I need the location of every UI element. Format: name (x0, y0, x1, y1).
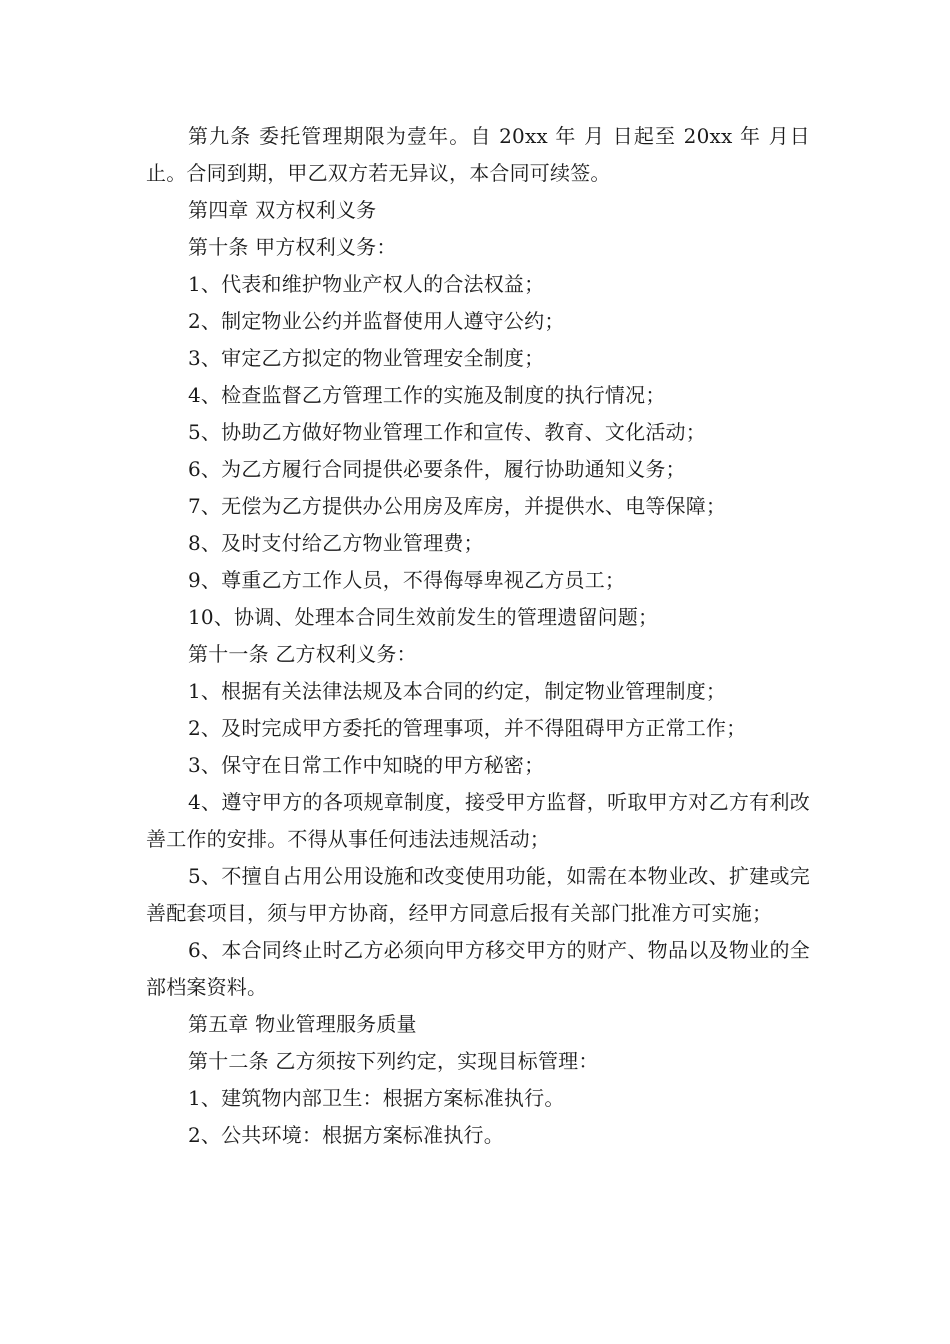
article-12-heading: 第十二条 乙方须按下列约定，实现目标管理： (188, 1049, 599, 1073)
list-item: 2、制定物业公约并监督使用人遵守公约； (188, 309, 565, 333)
chapter-5-heading: 第五章 物业管理服务质量 (188, 1012, 417, 1036)
list-item: 1、建筑物内部卫生：根据方案标准执行。 (188, 1086, 565, 1110)
document-body (146, 118, 810, 1154)
list-item: 2、公共环境：根据方案标准执行。 (188, 1123, 504, 1147)
paragraph-article-9: 第九条 委托管理期限为壹年。自 20xx 年 月 日起至 20xx 年 月日止。合同到期，甲乙双方若无异议，本合同可续签。 (146, 124, 810, 185)
list-item: 7、无偿为乙方提供办公用房及库房，并提供水、电等保障； (188, 494, 727, 518)
list-item: 9、尊重乙方工作人员，不得侮辱卑视乙方员工； (188, 568, 626, 592)
list-item: 6、本合同终止时乙方必须向甲方移交甲方的财产、物品以及物业的全部档案资料。 (146, 938, 810, 999)
article-11-heading: 第十一条 乙方权利义务： (188, 642, 417, 666)
chapter-4-heading: 第四章 双方权利义务 (188, 198, 377, 222)
list-item: 8、及时支付给乙方物业管理费； (188, 531, 484, 555)
list-item: 3、保守在日常工作中知晓的甲方秘密； (188, 753, 545, 777)
list-item: 1、根据有关法律法规及本合同的约定，制定物业管理制度； (188, 679, 727, 703)
list-item: 6、为乙方履行合同提供必要条件，履行协助通知义务； (188, 457, 686, 481)
list-item: 3、审定乙方拟定的物业管理安全制度； (188, 346, 545, 370)
list-item: 4、遵守甲方的各项规章制度，接受甲方监督，听取甲方对乙方有利改善工作的安排。不得从事任何违法违规活动； (146, 790, 810, 851)
list-item: 10、协调、处理本合同生效前发生的管理遗留问题； (188, 605, 659, 629)
list-item: 5、协助乙方做好物业管理工作和宣传、教育、文化活动； (188, 420, 706, 444)
list-item: 5、不擅自占用公用设施和改变使用功能，如需在本物业改、扩建或完善配套项目，须与甲方协商，经甲方同意后报有关部门批准方可实施； (146, 864, 810, 925)
list-item: 2、及时完成甲方委托的管理事项，并不得阻碍甲方正常工作； (188, 716, 747, 740)
list-item: 1、代表和维护物业产权人的合法权益； (188, 272, 545, 296)
article-10-heading: 第十条 甲方权利义务： (188, 235, 397, 259)
list-item: 4、检查监督乙方管理工作的实施及制度的执行情况； (188, 383, 666, 407)
